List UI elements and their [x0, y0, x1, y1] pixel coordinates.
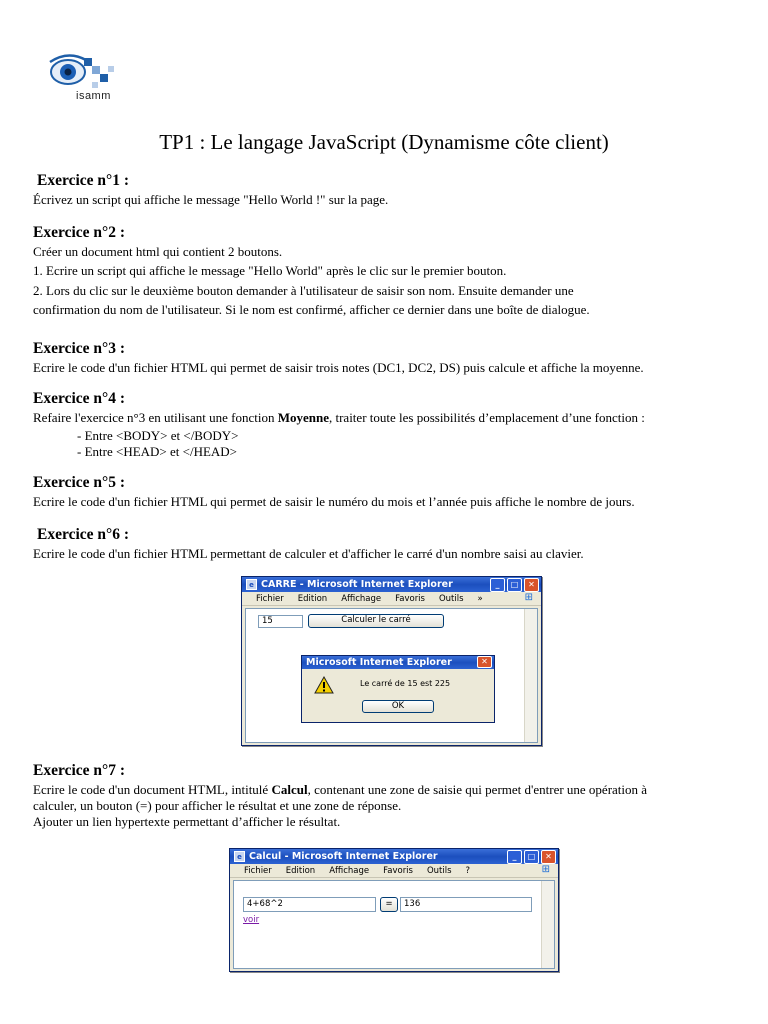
exercise-4-text-pre: Refaire l'exercice n°3 en utilisant une fonction	[33, 410, 278, 425]
calculer-carre-button[interactable]: Calculer le carré	[308, 614, 444, 628]
exercise-2-line-3: 2. Lors du clic sur le deuxième bouton demander à l'utilisateur de saisir son nom. Ensuite demander une	[33, 283, 574, 298]
warning-icon	[314, 676, 334, 694]
carre-client-area	[245, 608, 538, 743]
exercise-1-text: Écrivez un script qui affiche le message "Hello World !" sur la page.	[33, 192, 389, 207]
menu-edition[interactable]: Edition	[297, 593, 328, 604]
exercise-7-line-1-post: , contenant une zone de saisie qui permet d'entrer une opération à	[307, 782, 648, 797]
exercise-6-heading: Exercice n°6 :	[37, 526, 129, 543]
alert-titlebar[interactable]	[302, 656, 494, 669]
isamm-logo	[46, 52, 118, 104]
menu-more-chevron[interactable]: »	[477, 593, 483, 604]
windows-flag-icon: ⊞	[524, 592, 533, 603]
exercise-5-heading: Exercice n°5 :	[33, 474, 125, 491]
minimize-icon[interactable]: _	[490, 578, 505, 592]
exercise-7-line-2: calculer, un bouton (=) pour afficher le résultat et une zone de réponse.	[33, 798, 402, 813]
operation-input[interactable]: 4+68^2	[243, 897, 376, 912]
result-field[interactable]: 136	[400, 897, 532, 912]
equals-button[interactable]: =	[380, 897, 398, 912]
menu-help[interactable]: ?	[465, 865, 471, 876]
calcul-menubar	[230, 864, 558, 878]
alert-title: Microsoft Internet Explorer	[306, 657, 452, 668]
carre-number-input[interactable]: 15	[258, 615, 303, 628]
exercise-4-text-bold: Moyenne	[277, 410, 329, 425]
exercise-4-text-post: , traiter toute les possibilités d’emplacement d’une fonction :	[328, 410, 645, 425]
eye-logo-icon	[46, 52, 118, 92]
alert-message: Le carré de 15 est 225	[360, 679, 451, 688]
exercise-4-heading: Exercice n°4 :	[33, 390, 125, 407]
carre-ie-window	[241, 576, 542, 746]
exercise-5-text: Ecrire le code d'un fichier HTML qui permet de saisir le numéro du mois et l’année puis affiche le nombre de jours.	[33, 494, 635, 509]
exercise-2-line-2: 1. Ecrire un script qui affiche le message "Hello World" après le clic sur le premier bouton.	[33, 263, 507, 278]
carre-menubar	[242, 592, 541, 606]
alert-ok-button[interactable]: OK	[362, 700, 434, 713]
exercise-4-text	[33, 408, 645, 427]
carre-window-title: CARRE - Microsoft Internet Explorer	[261, 579, 453, 590]
menu-edition[interactable]: Edition	[285, 865, 316, 876]
close-icon[interactable]: ✕	[541, 850, 556, 864]
calcul-window-title: Calcul - Microsoft Internet Explorer	[249, 851, 438, 862]
voir-link[interactable]: voir	[243, 915, 260, 925]
exercise-7-line-3: Ajouter un lien hypertexte permettant d’afficher le résultat.	[33, 814, 341, 829]
exercise-2-line-4: confirmation du nom de l'utilisateur. Si le nom est confirmé, afficher ce dernier dans une boîte de dialogue.	[33, 302, 590, 317]
menu-affichage[interactable]: Affichage	[341, 593, 382, 604]
logo-text: isamm	[76, 90, 111, 102]
calcul-window-titlebar[interactable]	[230, 849, 558, 864]
menu-outils[interactable]: Outils	[438, 593, 464, 604]
alert-close-icon[interactable]: ✕	[477, 656, 492, 668]
menu-outils[interactable]: Outils	[426, 865, 452, 876]
calcul-ie-window	[229, 848, 559, 972]
minimize-icon[interactable]: _	[507, 850, 522, 864]
page-title: TP1 : Le langage JavaScript (Dynamisme côte client)	[159, 130, 609, 154]
maximize-icon[interactable]: □	[507, 578, 522, 592]
exercise-2-line-1: Créer un document html qui contient 2 boutons.	[33, 244, 283, 259]
exercise-7-heading: Exercice n°7 :	[33, 762, 125, 779]
menu-fichier[interactable]: Fichier	[256, 593, 284, 604]
calcul-client-area	[233, 880, 555, 969]
close-icon[interactable]: ✕	[524, 578, 539, 592]
windows-flag-icon: ⊞	[541, 864, 550, 875]
carre-window-titlebar[interactable]	[242, 577, 541, 592]
exercise-6-text: Ecrire le code d'un fichier HTML permettant de calculer et d'afficher le carré d'un nombre saisi au clavier.	[33, 546, 584, 561]
exercise-4-item-head: - Entre <HEAD> et </HEAD>	[77, 444, 238, 459]
exercise-1-heading: Exercice n°1 :	[37, 172, 129, 189]
exercise-2-heading: Exercice n°2 :	[33, 224, 125, 241]
exercise-7-line-1-bold: Calcul	[271, 782, 308, 797]
menu-affichage[interactable]: Affichage	[329, 865, 370, 876]
exercise-7-line-1-pre: Ecrire le code d'un document HTML, intitulé	[33, 782, 272, 797]
alert-dialog	[301, 655, 495, 723]
exercise-4-item-body: - Entre <BODY> et </BODY>	[77, 428, 239, 443]
exercise-3-heading: Exercice n°3 :	[33, 340, 125, 357]
menu-favoris[interactable]: Favoris	[395, 593, 425, 604]
exercise-3-text: Ecrire le code d'un fichier HTML qui permet de saisir trois notes (DC1, DC2, DS) puis calcule et affiche la moyenne.	[33, 360, 644, 375]
maximize-icon[interactable]: □	[524, 850, 539, 864]
menu-fichier[interactable]: Fichier	[244, 865, 272, 876]
calcul-scrollbar[interactable]	[541, 881, 554, 968]
ie-icon: e	[246, 579, 257, 590]
carre-scrollbar[interactable]	[524, 609, 537, 742]
ie-icon: e	[234, 851, 245, 862]
menu-favoris[interactable]: Favoris	[383, 865, 413, 876]
